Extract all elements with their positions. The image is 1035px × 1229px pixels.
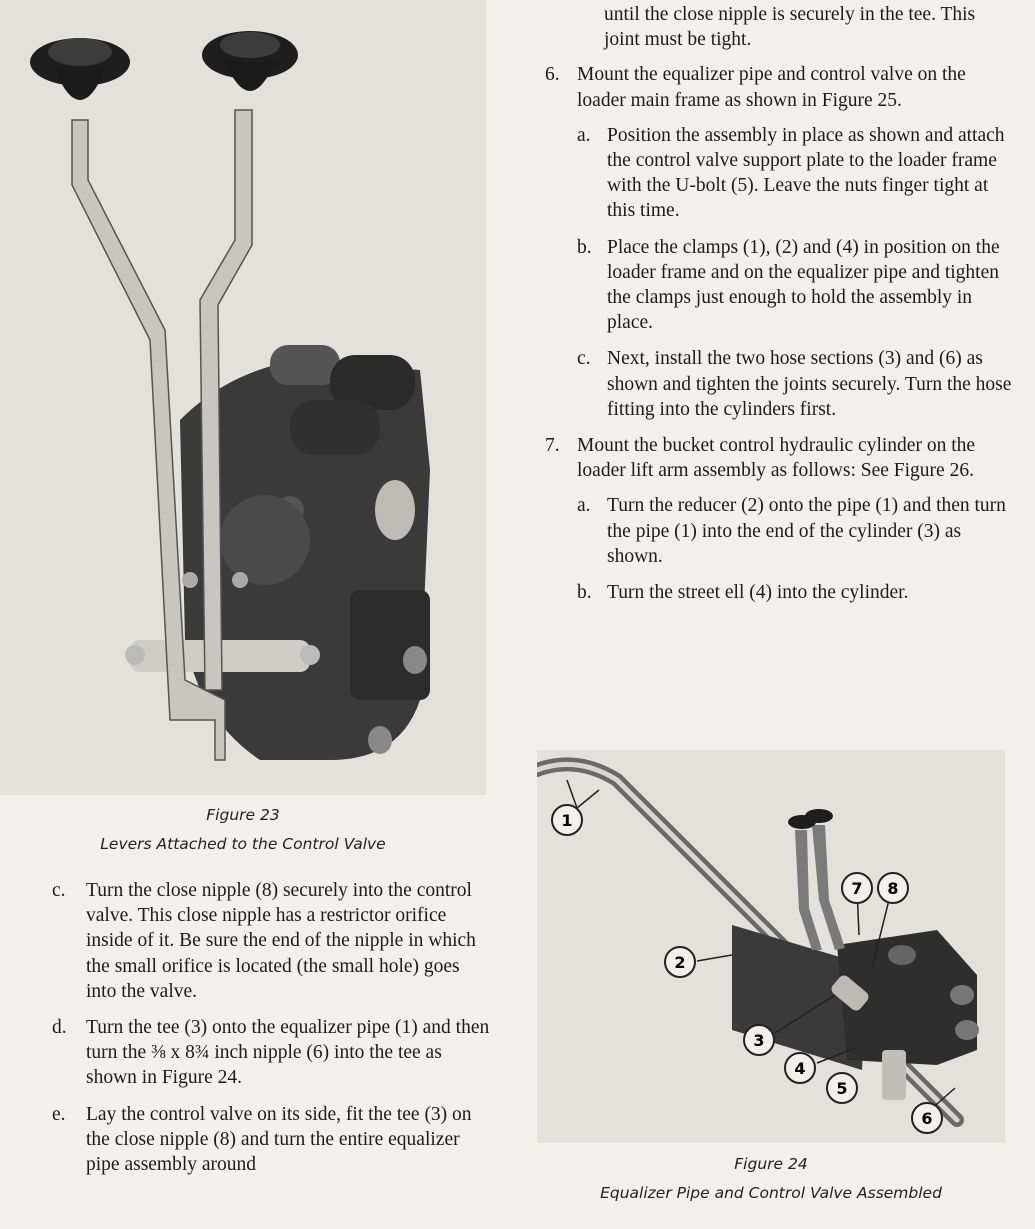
callout-6-label: 6: [921, 1109, 933, 1128]
step-d-label: d.: [52, 1017, 67, 1039]
step-7b: [577, 580, 1015, 605]
continuation-text: until the close nipple is securely in the tee. This joint must be tight.: [604, 4, 976, 51]
step-e: [52, 1102, 492, 1178]
step-c: [52, 878, 492, 1004]
callout-8-label: 8: [887, 879, 899, 898]
callout-6: [912, 1103, 942, 1133]
step-6c-label: c.: [577, 348, 591, 370]
step-c-text: Turn the close nipple (8) securely into the control valve. This close nipple has a restrictor orifice inside of it. Be sure the end of the nipple in which the small orifice is located (the small hole) goes into the valve.: [86, 880, 476, 1002]
step-7b-label: b.: [577, 582, 592, 604]
figure-23-photo: [0, 0, 486, 795]
step-d: [52, 1015, 492, 1091]
step-7b-text: Turn the street ell (4) into the cylinder.: [607, 582, 909, 604]
step-6: [545, 62, 1015, 112]
figure-23-caption: Levers Attached to the Control Valve: [100, 835, 386, 853]
callout-7-label: 7: [851, 879, 863, 898]
step-6a: [577, 123, 1015, 224]
callout-4-label: 4: [794, 1059, 806, 1078]
equalizer-pipe-assembly-illustration: [537, 750, 1005, 1143]
step-6b: [577, 235, 1015, 336]
callout-2: [665, 947, 695, 977]
step-6-substeps: [545, 123, 1015, 422]
step-d-text: Turn the tee (3) onto the equalizer pipe (1) and then turn the ⅜ x 8¾ inch nipple (6) into the tee as shown in Figure 24.: [86, 1017, 490, 1089]
step-6a-label: a.: [577, 124, 591, 146]
step-7a-text: Turn the reducer (2) onto the pipe (1) and then turn the pipe (1) into the end of the cylinder (3) as shown.: [607, 495, 1006, 567]
step-6a-text: Position the assembly in place as shown and attach the control valve support plate to the loader frame with the U-bolt (5). Leave the nuts finger tight at this time.: [607, 124, 1005, 222]
callout-2-label: 2: [674, 953, 686, 972]
figure-23-title: Figure 23: [206, 806, 280, 824]
callout-3-label: 3: [753, 1031, 765, 1050]
callout-4: [785, 1053, 815, 1083]
step-6b-text: Place the clamps (1), (2) and (4) in position on the loader frame and on the equalizer pipe and tighten the clamps just enough to hold the assembly in place.: [607, 236, 1000, 334]
step-6-label: 6.: [545, 64, 560, 86]
callout-1-label: 1: [561, 811, 573, 830]
callout-1: [552, 805, 582, 835]
callout-8: [878, 873, 908, 903]
control-valve-levers-illustration: [0, 0, 486, 795]
figure-24-photo: [537, 750, 1005, 1143]
step-7-label: 7.: [545, 435, 560, 457]
step-6b-label: b.: [577, 236, 592, 258]
callout-5-label: 5: [836, 1079, 848, 1098]
step-c-label: c.: [52, 880, 66, 901]
step-7-substeps: [545, 493, 1015, 605]
step-7a-label: a.: [577, 495, 591, 517]
callout-3: [744, 1025, 774, 1055]
step-e-text: Lay the control valve on its side, fit the tee (3) on the close nipple (8) and turn the entire equalizer pipe assembly around: [86, 1103, 472, 1176]
right-column: [545, 0, 1015, 616]
figure-24-title: Figure 24: [734, 1155, 808, 1173]
callout-5: [827, 1073, 857, 1103]
step-e-label: e.: [52, 1103, 66, 1125]
step-6c-text: Next, install the two hose sections (3) and (6) as shown and tighten the joints securely. Turn the hose fitting into the cylinders first.: [607, 348, 1012, 420]
step-7a: [577, 493, 1015, 569]
step-6-text: Mount the equalizer pipe and control valve on the loader main frame as shown in Figure 25.: [577, 64, 966, 111]
step-6c: [577, 346, 1015, 422]
step-7: [545, 433, 1015, 483]
step-7-text: Mount the bucket control hydraulic cylinder on the loader lift arm assembly as follows: See Figure 26.: [577, 435, 976, 482]
left-column: [52, 878, 492, 1188]
callout-7: [842, 873, 872, 903]
figure-24-caption: Equalizer Pipe and Control Valve Assembled: [600, 1184, 942, 1202]
